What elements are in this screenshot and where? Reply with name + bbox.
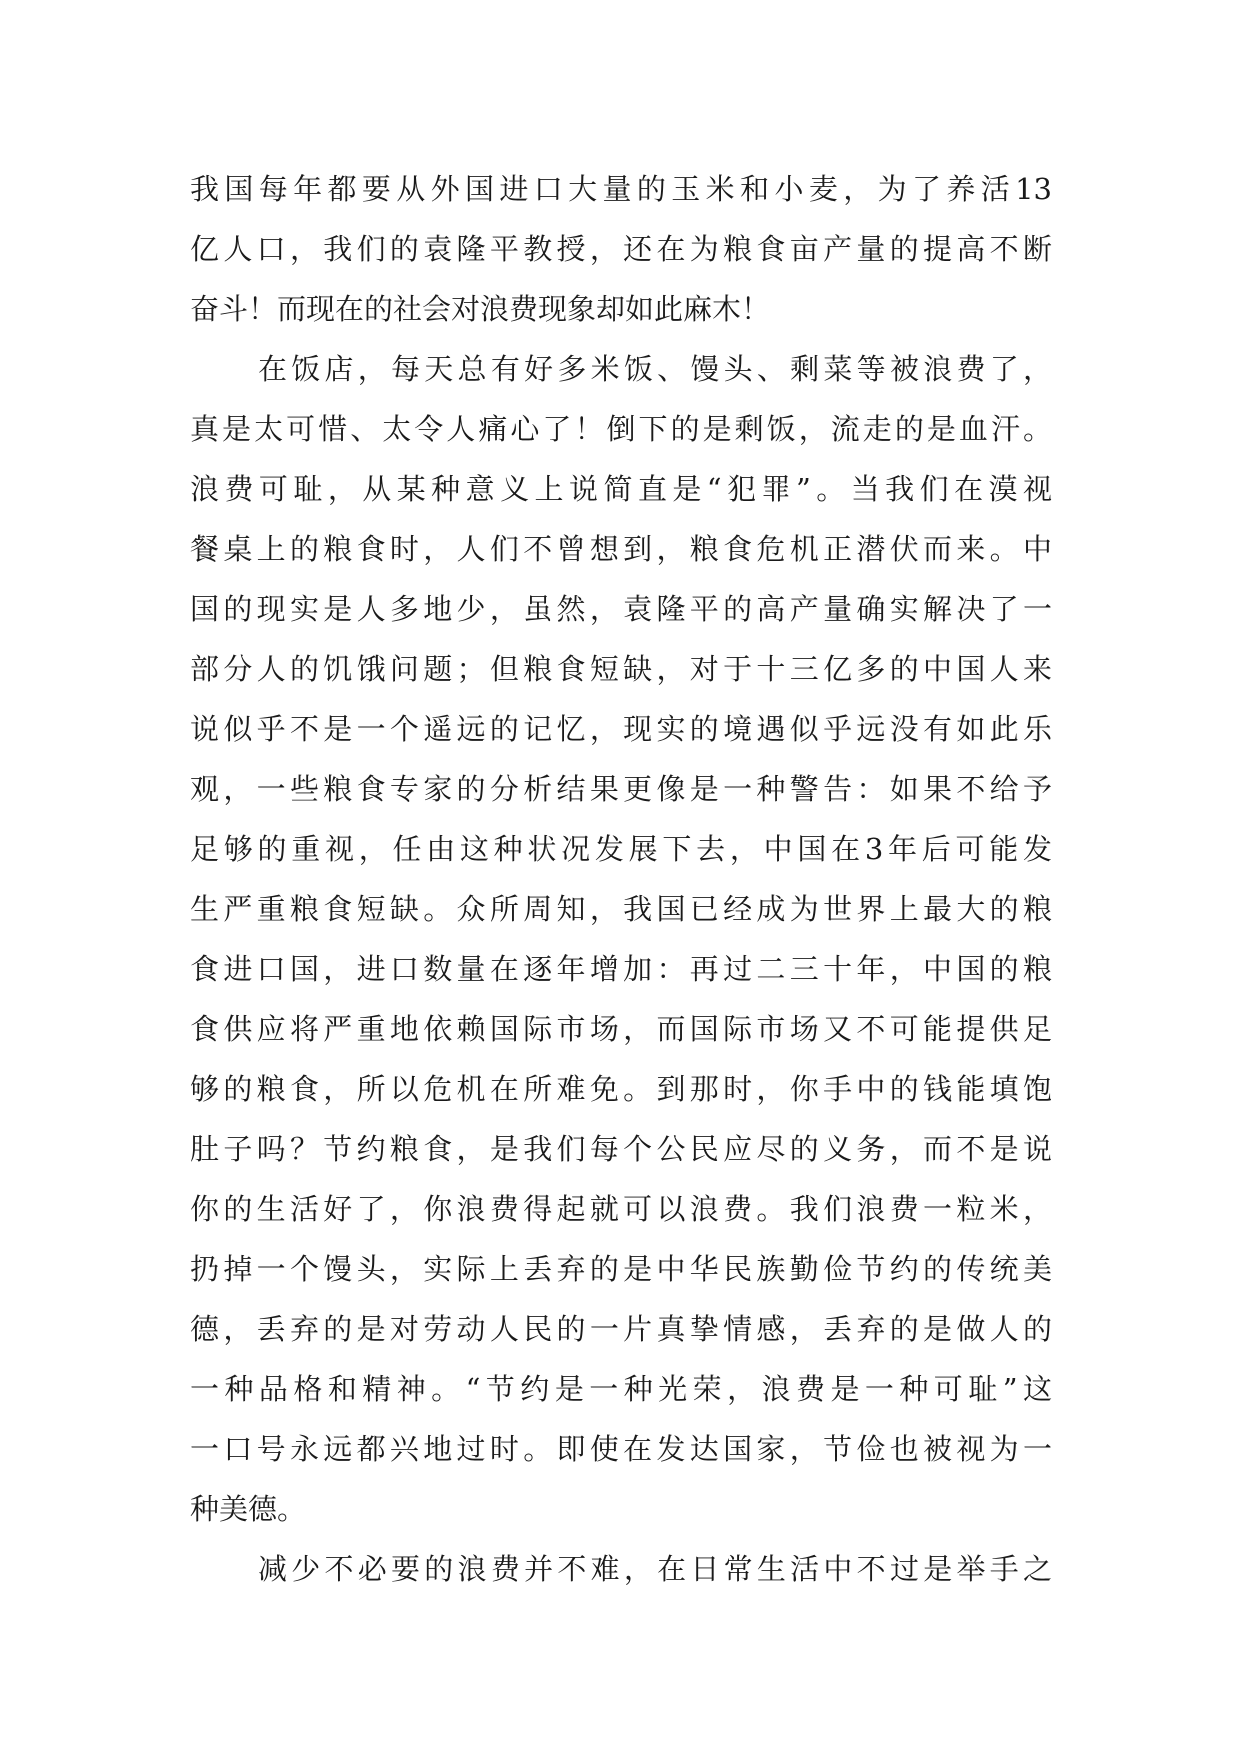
text-line: 部分人的饥饿问题；但粮食短缺，对于十三亿多的中国人来 <box>190 652 1052 686</box>
text-line: 生严重粮食短缺。众所周知，我国已经成为世界上最大的粮 <box>190 892 1052 926</box>
text-line: 观，一些粮食专家的分析结果更像是一种警告：如果不给予 <box>190 772 1052 806</box>
text-line: 种美德。 <box>190 1492 307 1526</box>
text-line: 浪费可耻，从某种意义上说简直是“犯罪”。当我们在漠视 <box>190 472 1052 506</box>
text-line: 餐桌上的粮食时，人们不曾想到，粮食危机正潜伏而来。中 <box>190 532 1052 566</box>
text-line: 一口号永远都兴地过时。即使在发达国家，节俭也被视为一 <box>190 1432 1052 1466</box>
text-line: 我国每年都要从外国进口大量的玉米和小麦，为了养活13 <box>190 172 1052 206</box>
text-line: 国的现实是人多地少，虽然，袁隆平的高产量确实解决了一 <box>190 592 1052 626</box>
text-line: 扔掉一个馒头，实际上丢弃的是中华民族勤俭节约的传统美 <box>190 1252 1052 1286</box>
text-line: 真是太可惜、太令人痛心了！倒下的是剩饭，流走的是血汗。 <box>190 412 1052 446</box>
text-line: 德，丢弃的是对劳动人民的一片真挚情感，丢弃的是做人的 <box>190 1312 1052 1346</box>
text-line: 亿人口，我们的袁隆平教授，还在为粮食亩产量的提高不断 <box>190 232 1052 266</box>
text-line: 你的生活好了，你浪费得起就可以浪费。我们浪费一粒米， <box>190 1192 1052 1226</box>
body-text <box>190 159 1052 1599</box>
text-line: 说似乎不是一个遥远的记忆，现实的境遇似乎远没有如此乐 <box>190 712 1052 746</box>
text-line: 在饭店，每天总有好多米饭、馒头、剩菜等被浪费了， <box>258 352 1052 386</box>
text-line: 足够的重视，任由这种状况发展下去，中国在3年后可能发 <box>190 832 1052 866</box>
text-line: 食进口国，进口数量在逐年增加：再过二三十年，中国的粮 <box>190 952 1052 986</box>
text-line: 肚子吗？节约粮食，是我们每个公民应尽的义务，而不是说 <box>190 1132 1052 1166</box>
text-line: 一种品格和精神。“节约是一种光荣，浪费是一种可耻”这 <box>190 1372 1052 1406</box>
text-line: 奋斗！而现在的社会对浪费现象却如此麻木！ <box>190 292 771 326</box>
text-line: 食供应将严重地依赖国际市场，而国际市场又不可能提供足 <box>190 1012 1052 1046</box>
text-line: 减少不必要的浪费并不难，在日常生活中不过是举手之 <box>258 1552 1052 1586</box>
text-line: 够的粮食，所以危机在所难免。到那时，你手中的钱能填饱 <box>190 1072 1052 1106</box>
